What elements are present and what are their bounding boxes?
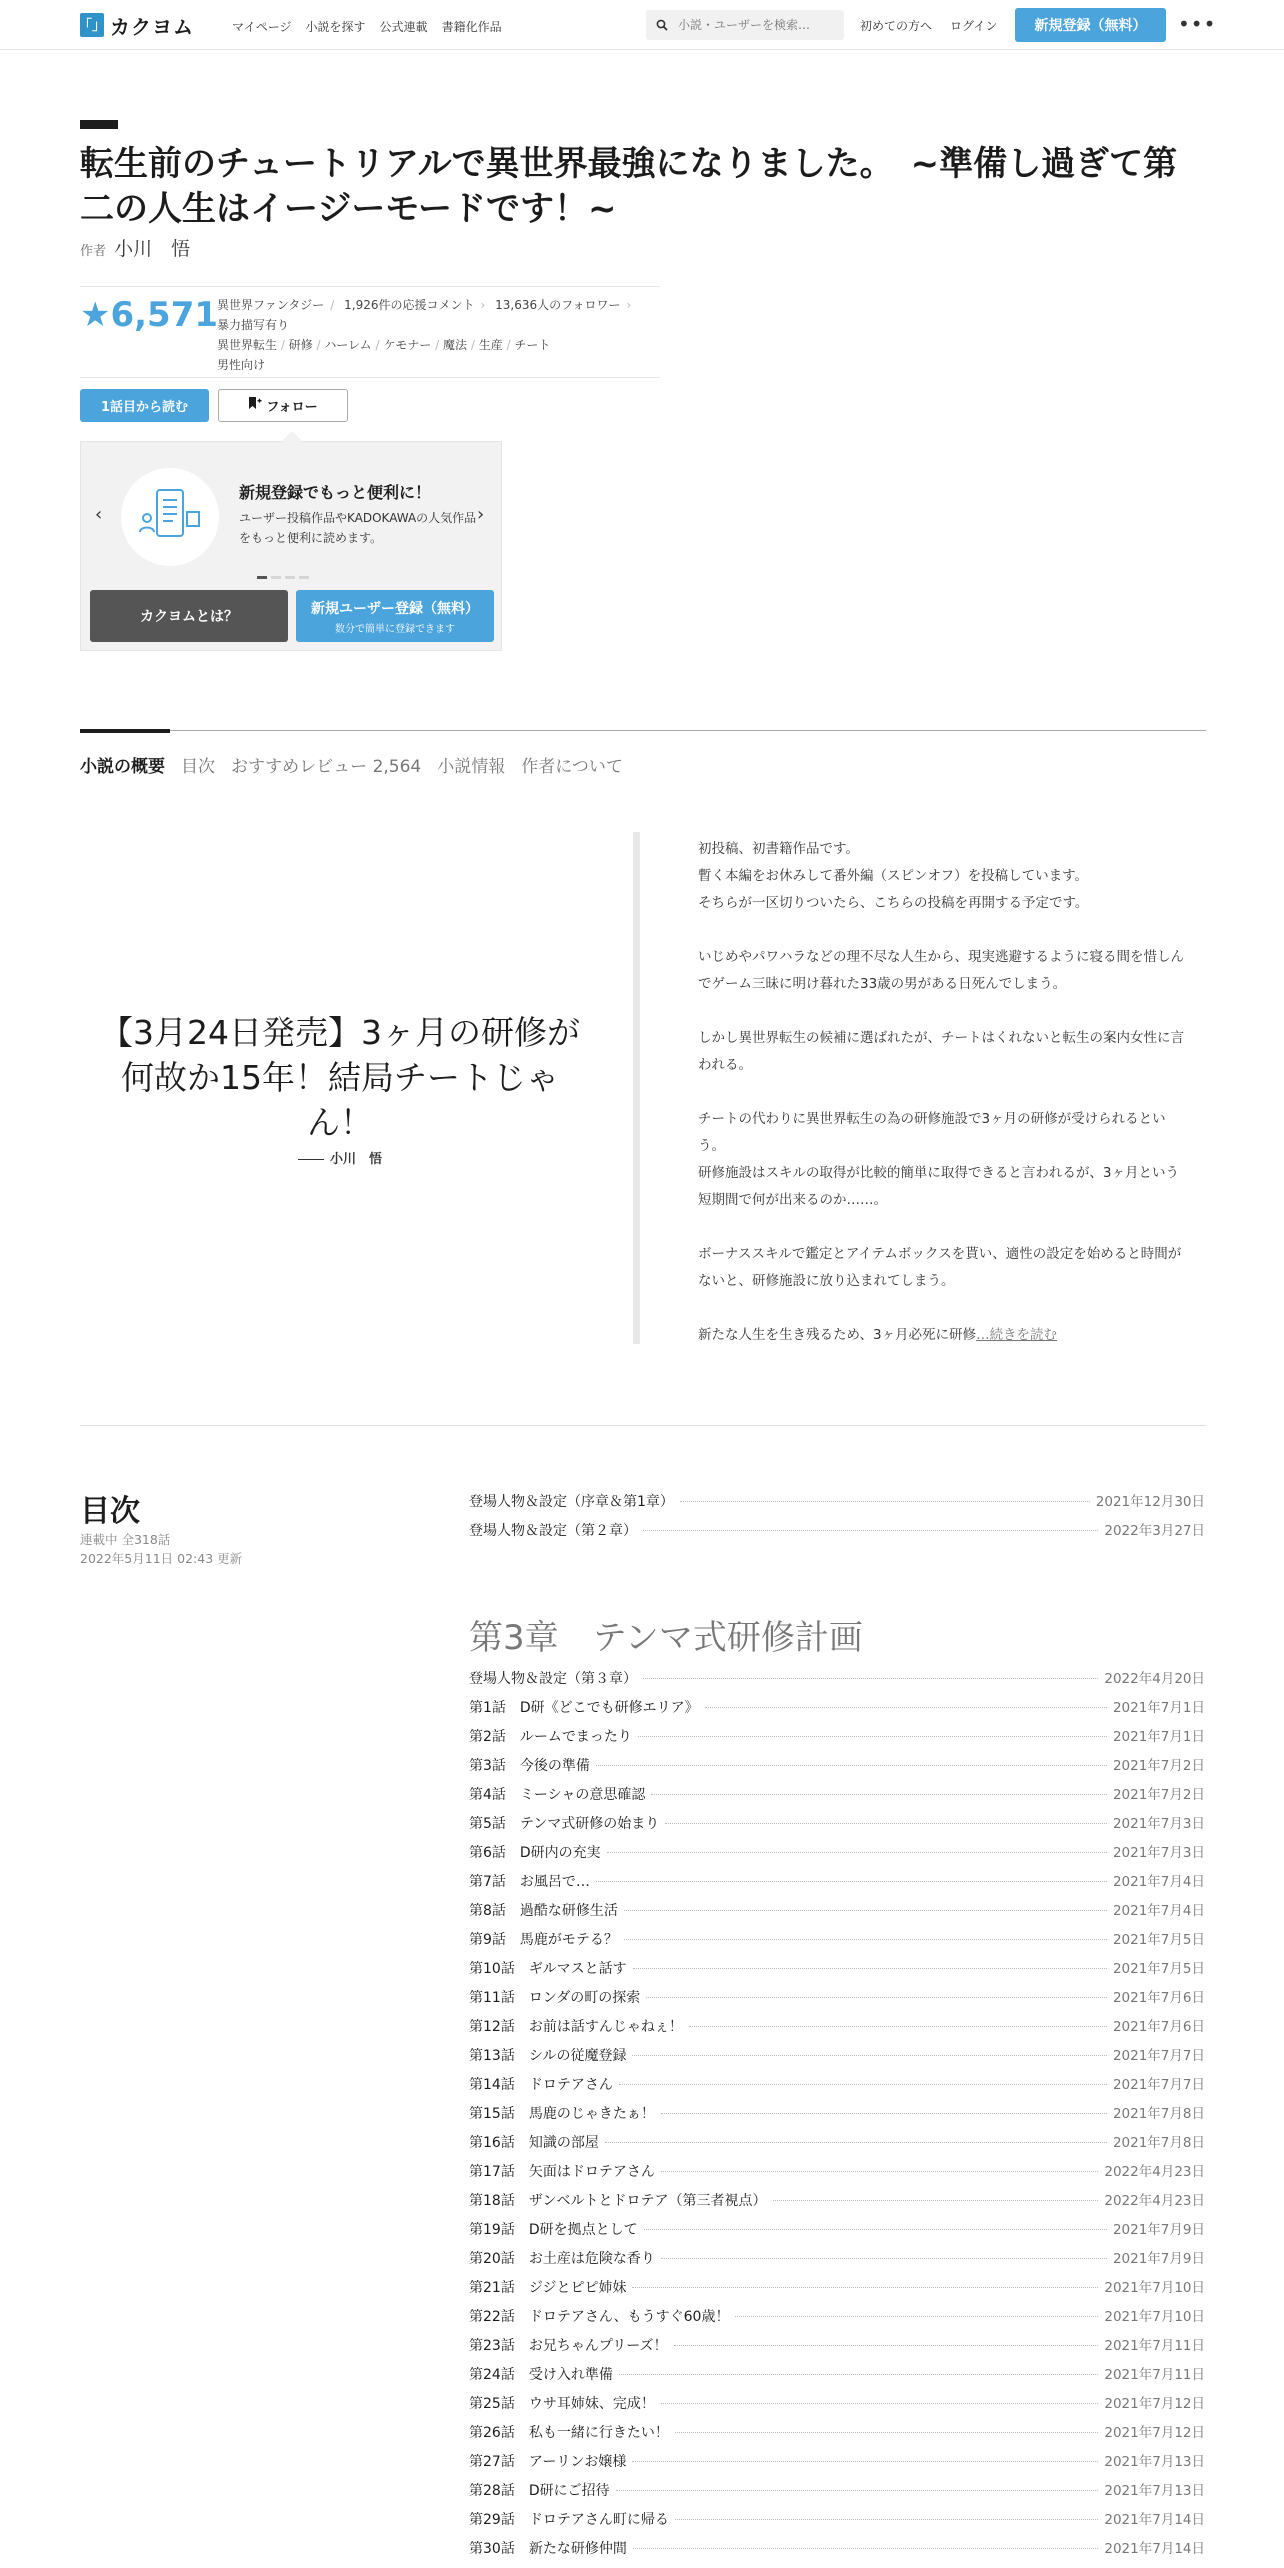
dotted-leader: [624, 1910, 1107, 1911]
about-kakuyomu-button[interactable]: カクヨムとは？: [90, 590, 288, 642]
intro-paragraph: 初投稿、初書籍作品です。 暫く本編をお休みして番外編（スピンオフ）を投稿しています。 そちらが一区切りついたら、こちらの投稿を再開する予定です。: [698, 841, 1089, 911]
episode-row[interactable]: [469, 2508, 1205, 2537]
tag[interactable]: / 魔法: [431, 338, 467, 352]
read-more-link[interactable]: …続きを読む: [976, 1327, 1058, 1343]
episode-title: 第28話 D研にご招待: [469, 2483, 610, 2499]
episode-title: 第12話 お前は話すんじゃねぇ！: [469, 2019, 683, 2035]
episode-date: 2021年7月2日: [1112, 1787, 1205, 1803]
work-tabs: [80, 752, 623, 777]
episode-date: 2021年7月1日: [1112, 1729, 1205, 1745]
introduction: [698, 836, 1184, 1376]
dotted-leader: [646, 1997, 1107, 1998]
bookmark-plus-icon: [248, 397, 262, 414]
signup-promo-panel: [80, 441, 502, 651]
episode-row[interactable]: [469, 1957, 1205, 1986]
dotted-leader: [661, 2403, 1099, 2404]
episode-row[interactable]: [469, 1812, 1205, 1841]
login-link[interactable]: ログイン: [950, 19, 998, 33]
episode-date: 2021年7月13日: [1104, 2454, 1205, 2470]
episode-row[interactable]: [469, 2131, 1205, 2160]
top-bar: [0, 0, 1284, 50]
dotted-leader: [624, 1939, 1107, 1940]
active-tab-indicator: [80, 729, 170, 733]
follow-label: フォロー: [266, 400, 318, 415]
episode-row[interactable]: [469, 2537, 1205, 2566]
episode-date: 2021年7月4日: [1112, 1903, 1205, 1919]
episode-title: 第22話 ドロテアさん、もうすぐ60歳！: [469, 2309, 730, 2325]
promo-description: ユーザー投稿作品やKADOKAWAの人気作品をもっと便利に読めます。: [239, 511, 477, 545]
episode-title: 第20話 お土産は危険な香り: [469, 2251, 655, 2267]
dotted-leader: [644, 2229, 1107, 2230]
tag[interactable]: 男性向け: [217, 358, 266, 372]
episode-row[interactable]: [469, 2392, 1205, 2421]
title-accent-bar: [80, 120, 118, 129]
tag[interactable]: / 研修: [277, 338, 313, 352]
episode-title: 第27話 アーリンお嬢様: [469, 2454, 627, 2470]
search-icon: [656, 19, 668, 31]
dotted-leader: [735, 2316, 1098, 2317]
promo-prev-arrow[interactable]: ‹: [95, 504, 103, 525]
dotted-leader: [643, 1530, 1098, 1531]
signup-sub-label: 数分で簡単に登録できます: [335, 623, 455, 635]
genre-link[interactable]: 異世界ファンタジー: [217, 298, 325, 312]
search-box[interactable]: [646, 10, 844, 40]
episode-title: 第11話 ロンダの町の探索: [469, 1990, 641, 2006]
episode-date: 2022年4月23日: [1104, 2193, 1205, 2209]
new-user-signup-button[interactable]: [296, 590, 494, 642]
episode-title: 登場人物＆設定（第３章）: [469, 1671, 637, 1687]
promo-title: 新規登録でもっと便利に！: [239, 483, 432, 502]
intro-last-line: 新たな人生を生き残るため、3ヶ月必死に研修: [698, 1327, 977, 1343]
episode-title: 登場人物＆設定（序章＆第1章）: [469, 1494, 674, 1510]
dotted-leader: [596, 1765, 1107, 1766]
episode-title: 第17話 矢面はドロテアさん: [469, 2164, 655, 2180]
dotted-leader: [616, 2490, 1099, 2491]
episode-title: 第7話 お風呂で…: [469, 1874, 590, 1890]
dotted-leader: [680, 1501, 1090, 1502]
followers-link[interactable]: 13,636人のフォロワー: [495, 298, 621, 312]
episode-date: 2022年4月20日: [1104, 1671, 1205, 1687]
promo-illustration: [121, 468, 219, 566]
kakuyomu-logo[interactable]: [80, 12, 194, 38]
episode-row[interactable]: [469, 1986, 1205, 2015]
episode-row[interactable]: [469, 2073, 1205, 2102]
author-row: [80, 234, 190, 261]
work-title: 転生前のチュートリアルで異世界最強になりました。 ~準備し過ぎて第二の人生はイージーモードです！~: [80, 144, 1178, 229]
episode-row[interactable]: [469, 1490, 1205, 1519]
intro-paragraph: チートの代わりに異世界転生の為の研修施設で3ヶ月の研修が受けられるという。 研修施設はスキルの取得が比較的簡単に取得できると言われるが、3ヶ月という短期間で何が出来るのか……。: [698, 1111, 1179, 1208]
episode-row[interactable]: [469, 1928, 1205, 1957]
episode-row[interactable]: [469, 1667, 1205, 1696]
author-name-link[interactable]: 小川 悟: [114, 238, 191, 260]
episode-date: 2021年7月14日: [1104, 2512, 1205, 2528]
episode-row[interactable]: [469, 2450, 1205, 2479]
nav-published-works[interactable]: 書籍化作品: [441, 20, 502, 34]
carousel-dot[interactable]: [257, 576, 267, 579]
dotted-leader: [633, 2548, 1099, 2549]
episode-date: 2021年7月8日: [1112, 2106, 1205, 2122]
toc-episode-list: [469, 1667, 1205, 2566]
episode-date: 2021年7月3日: [1112, 1816, 1205, 1832]
episode-title: 第3話 今後の準備: [469, 1758, 590, 1774]
dotted-leader: [632, 2287, 1098, 2288]
episode-date: 2021年7月11日: [1104, 2367, 1205, 2383]
signup-button[interactable]: 新規登録（無料）: [1015, 8, 1166, 42]
episode-row[interactable]: [469, 1870, 1205, 1899]
dotted-leader: [651, 1794, 1107, 1795]
episode-title: 第25話 ウサ耳姉妹、完成！: [469, 2396, 655, 2412]
comments-link[interactable]: 1,926件の応援コメント: [344, 298, 475, 312]
meta-lines: 異世界ファンタジー / 1,926件の応援コメント › 13,636人のフォロワー › 暴力描写有り 異世界転生/ 研修/ ハーレム/ ケモナー/ 魔法/ 生産/ チート 男性向け: [217, 295, 657, 375]
episode-date: 2021年7月9日: [1112, 2251, 1205, 2267]
episode-row[interactable]: [469, 2189, 1205, 2218]
intro-paragraph: いじめやパワハラなどの理不尽な人生から、現実逃避するように寝る間を惜しんでゲーム三昧に明け暮れた33歳の男がある日死んでしまう。: [698, 949, 1184, 992]
episode-row[interactable]: [469, 1519, 1205, 1548]
dotted-leader: [675, 2432, 1099, 2433]
episode-title: 第6話 D研内の充実: [469, 1845, 601, 1861]
dotted-leader: [661, 2258, 1107, 2259]
carousel-dot[interactable]: [271, 576, 281, 579]
dotted-leader: [773, 2200, 1099, 2201]
episode-date: 2021年7月1日: [1112, 1700, 1205, 1716]
promo-next-arrow[interactable]: ›: [477, 504, 485, 525]
episode-date: 2021年7月3日: [1112, 1845, 1205, 1861]
carousel-dots: [257, 576, 309, 579]
episode-date: 2021年7月8日: [1112, 2135, 1205, 2151]
episode-date: 2021年7月6日: [1112, 2019, 1205, 2035]
episode-title: 第23話 お兄ちゃんプリーズ！: [469, 2338, 668, 2354]
episode-date: 2021年12月30日: [1095, 1494, 1205, 1510]
episode-title: 第2話 ルームでまったり: [469, 1729, 632, 1745]
dotted-leader: [638, 1736, 1107, 1737]
episode-title: 第24話 受け入れ準備: [469, 2367, 613, 2383]
intro-paragraph: しかし異世界転生の候補に選ばれたが、チートはくれないと転生の案内女性に言われる。: [698, 1030, 1184, 1073]
tag[interactable]: / 生産: [467, 338, 503, 352]
episode-title: 第26話 私も一緒に行きたい！: [469, 2425, 669, 2441]
tag[interactable]: / ケモナー: [372, 338, 432, 352]
follow-button[interactable]: [218, 389, 348, 422]
dotted-leader: [705, 1707, 1107, 1708]
episode-title: 第4話 ミーシャの意思確認: [469, 1787, 646, 1803]
tag-list: [217, 335, 657, 375]
episode-date: 2021年7月13日: [1104, 2483, 1205, 2499]
search-input[interactable]: [676, 17, 836, 33]
episode-date: 2021年7月11日: [1104, 2338, 1205, 2354]
episode-row[interactable]: [469, 2247, 1205, 2276]
content-warning: 暴力描写有り: [217, 318, 290, 332]
tab-reviews[interactable]: おすすめレビュー 2,564: [231, 757, 422, 777]
dotted-leader: [632, 2055, 1106, 2056]
episode-date: 2021年7月7日: [1112, 2048, 1205, 2064]
intro-divider: [633, 832, 640, 1344]
episode-date: 2021年7月12日: [1104, 2396, 1205, 2412]
chapter-title: 第3章 テンマ式研修計画: [469, 1618, 863, 1658]
dotted-leader: [619, 2374, 1099, 2375]
episode-row[interactable]: [469, 2421, 1205, 2450]
episode-title: 第19話 D研を拠点として: [469, 2222, 638, 2238]
star-count: ★6,571: [80, 295, 219, 335]
episode-date: 2021年7月5日: [1112, 1961, 1205, 1977]
episode-row[interactable]: [469, 1899, 1205, 1928]
episode-date: 2021年7月4日: [1112, 1874, 1205, 1890]
episode-date: 2021年7月14日: [1104, 2541, 1205, 2557]
episode-row[interactable]: [469, 1841, 1205, 1870]
nav-official-series[interactable]: 公式連載: [379, 20, 428, 34]
toc-title: 目次: [80, 1494, 140, 1529]
nav-mypage[interactable]: マイページ: [232, 20, 292, 34]
episode-row[interactable]: [469, 2218, 1205, 2247]
episode-row[interactable]: [469, 2276, 1205, 2305]
episode-title: 登場人物＆設定（第２章）: [469, 1523, 637, 1539]
tag[interactable]: / チート: [503, 338, 551, 352]
more-menu-icon[interactable]: •••: [1178, 12, 1217, 36]
episode-row[interactable]: [469, 2305, 1205, 2334]
episode-title: 第1話 D研《どこでも研修エリア》: [469, 1700, 699, 1716]
dotted-leader: [605, 2142, 1107, 2143]
episode-title: 第5話 テンマ式研修の始まり: [469, 1816, 660, 1832]
episode-title: 第21話 ジジとピピ姉妹: [469, 2280, 627, 2296]
episode-date: 2021年7月2日: [1112, 1758, 1205, 1774]
episode-title: 第8話 過酷な研修生活: [469, 1903, 618, 1919]
episode-title: 第29話 ドロテアさん町に帰る: [469, 2512, 669, 2528]
catchphrase-author: 小川 悟: [298, 1148, 382, 1167]
signup-main-label: 新規ユーザー登録（無料）: [311, 600, 479, 617]
tab-novel-info[interactable]: 小説情報: [437, 757, 506, 777]
dotted-leader: [633, 1968, 1107, 1969]
episode-title: 第16話 知識の部屋: [469, 2135, 599, 2151]
episode-row[interactable]: [469, 1754, 1205, 1783]
episode-row[interactable]: [469, 2334, 1205, 2363]
dotted-leader: [675, 2519, 1099, 2520]
dotted-leader: [643, 1678, 1098, 1679]
read-first-episode-button[interactable]: 1話目から読む: [80, 389, 209, 422]
episode-date: 2021年7月10日: [1104, 2309, 1205, 2325]
dotted-leader: [607, 1852, 1107, 1853]
episode-date: 2021年7月6日: [1112, 1990, 1205, 2006]
toc-meta: [80, 1530, 242, 1568]
logo-mark-icon: 「」: [80, 13, 104, 37]
dotted-leader: [632, 2461, 1098, 2462]
episode-date: 2021年7月10日: [1104, 2280, 1205, 2296]
episode-title: 第30話 新たな研修仲間: [469, 2541, 627, 2557]
episode-row[interactable]: [469, 2102, 1205, 2131]
episode-row[interactable]: [469, 2363, 1205, 2392]
section-divider: [80, 1425, 1206, 1426]
episode-title: 第15話 馬鹿のじゃきたぁ！: [469, 2106, 655, 2122]
beginner-guide-link[interactable]: 初めての方へ: [860, 19, 933, 33]
episode-date: 2022年4月23日: [1104, 2164, 1205, 2180]
dotted-leader: [596, 1881, 1107, 1882]
main-nav: [232, 18, 502, 35]
carousel-dot[interactable]: [299, 576, 309, 579]
work-meta: [80, 286, 660, 378]
device-user-icon: [135, 482, 205, 552]
episode-date: 2021年7月7日: [1112, 2077, 1205, 2093]
catchphrase: 【3月24日発売】3ヶ月の研修が何故か15年！結局チートじゃん！: [100, 1013, 580, 1142]
episode-row[interactable]: [469, 2015, 1205, 2044]
episode-date: 2022年3月27日: [1104, 1523, 1205, 1539]
episode-title: 第9話 馬鹿がモテる？: [469, 1932, 618, 1948]
tag[interactable]: 異世界転生: [217, 338, 278, 352]
carousel-dot[interactable]: [285, 576, 295, 579]
dotted-leader: [665, 1823, 1107, 1824]
dotted-leader: [674, 2345, 1099, 2346]
tabs-divider: [80, 730, 1206, 731]
dotted-leader: [619, 2084, 1107, 2085]
episode-title: 第18話 ザンベルトとドロテア（第三者視点）: [469, 2193, 767, 2209]
toc-status: 連載中 全318話: [80, 1532, 171, 1547]
episode-row[interactable]: [469, 1696, 1205, 1725]
episode-row[interactable]: [469, 1725, 1205, 1754]
episode-title: 第13話 シルの従魔登録: [469, 2048, 627, 2064]
dotted-leader: [689, 2026, 1107, 2027]
episode-date: 2021年7月9日: [1112, 2222, 1205, 2238]
intro-paragraph: ボーナススキルで鑑定とアイテムボックスを貰い、適性の設定を始めると時間がないと、研修施設に放り込まれてしまう。: [698, 1246, 1182, 1289]
dotted-leader: [661, 2113, 1107, 2114]
episode-row[interactable]: [469, 1783, 1205, 1812]
episode-title: 第14話 ドロテアさん: [469, 2077, 613, 2093]
episode-title: 第10話 ギルマスと話す: [469, 1961, 627, 1977]
tab-toc[interactable]: 目次: [181, 757, 215, 777]
nav-search-novels[interactable]: 小説を探す: [305, 20, 366, 34]
dotted-leader: [661, 2171, 1099, 2172]
tab-overview[interactable]: 小説の概要: [80, 757, 165, 777]
toc-pre-list: [469, 1490, 1205, 1548]
tag[interactable]: / ハーレム: [313, 338, 372, 352]
episode-row[interactable]: [469, 2160, 1205, 2189]
tab-about-author[interactable]: 作者について: [521, 757, 623, 777]
episode-row[interactable]: [469, 2044, 1205, 2073]
episode-date: 2021年7月5日: [1112, 1932, 1205, 1948]
author-label: 作者: [80, 244, 107, 259]
episode-row[interactable]: [469, 2479, 1205, 2508]
episode-date: 2021年7月12日: [1104, 2425, 1205, 2441]
toc-updated: 2022年5月11日 02:43 更新: [80, 1551, 243, 1566]
logo-text: カクヨム: [110, 14, 194, 39]
